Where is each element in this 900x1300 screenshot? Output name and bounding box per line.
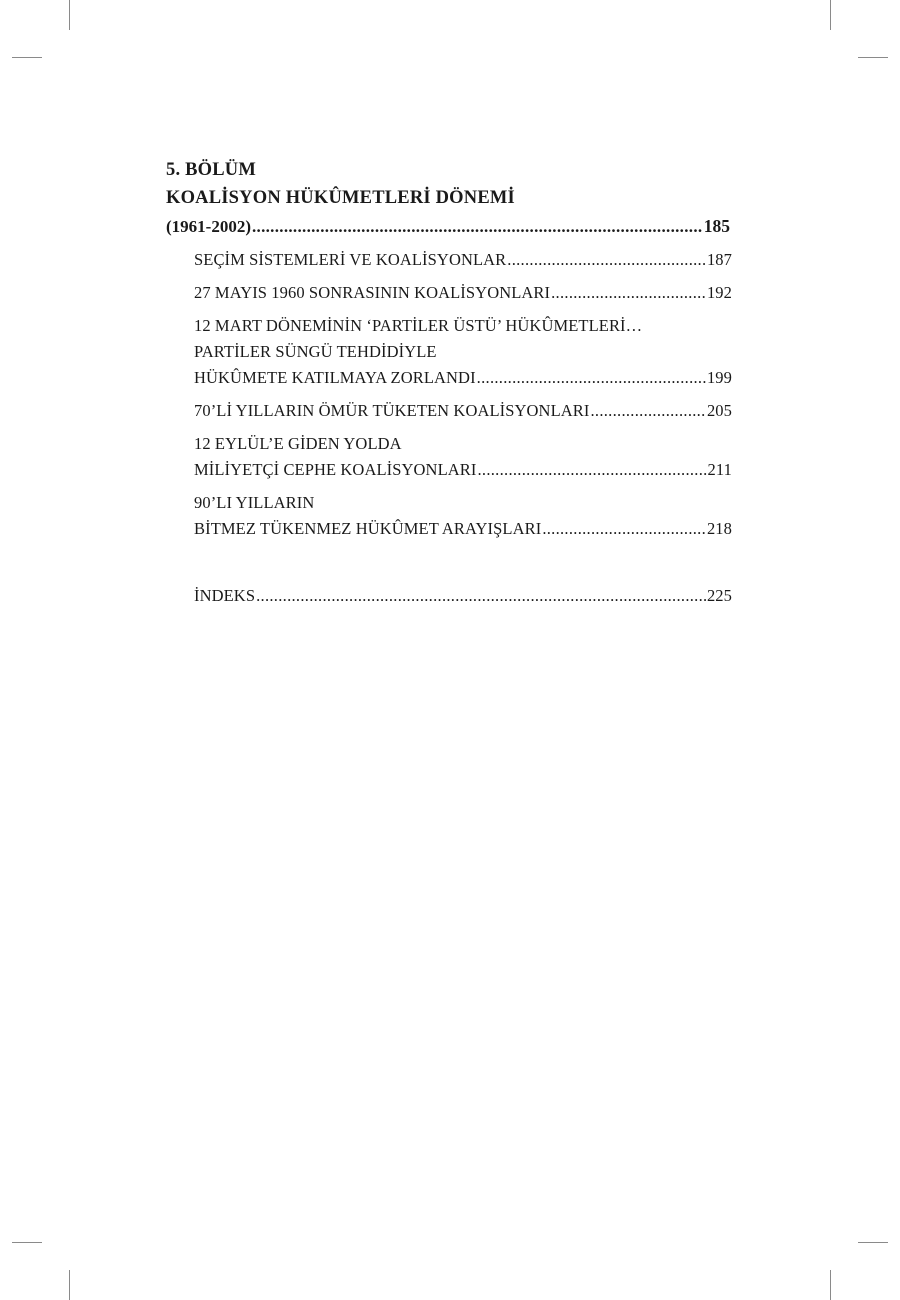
index-page: 225 [706, 586, 732, 605]
dot-leader [477, 457, 706, 483]
toc-entry-title: BİTMEZ TÜKENMEZ HÜKÛMET ARAYIŞLARI [194, 519, 542, 538]
toc-entry-title: 27 MAYIS 1960 SONRASININ KOALİSYONLARI [194, 283, 551, 302]
chapter-subtitle: (1961-2002) [166, 217, 251, 236]
toc-entry-page: 218 [706, 519, 732, 538]
toc-entry-page: 192 [706, 283, 732, 302]
toc-entry-line: 12 EYLÜL’E GİDEN YOLDA [194, 434, 402, 453]
toc-entry-title: HÜKÛMETE KATILMAYA ZORLANDI [194, 368, 476, 387]
crop-mark-bottom-left [69, 1270, 70, 1300]
dot-leader [590, 398, 705, 424]
toc-entry [194, 431, 732, 483]
crop-mark-top-right [830, 0, 831, 30]
toc-entry-line: 90’LI YILLARIN [194, 493, 315, 512]
chapter-title: KOALİSYON HÜKÛMETLERİ DÖNEMİ [166, 188, 515, 208]
toc-entry [194, 490, 732, 542]
crop-mark-bottom-right-h [858, 1242, 888, 1243]
crop-mark-bottom-left-h [12, 1242, 42, 1243]
toc-entry [194, 247, 732, 273]
toc-entry-title: SEÇİM SİSTEMLERİ VE KOALİSYONLAR [194, 250, 507, 269]
table-of-contents [166, 156, 732, 616]
toc-entry-title: 70’Lİ YILLARIN ÖMÜR TÜKETEN KOALİSYONLARI [194, 401, 590, 420]
toc-entry-line: 12 MART DÖNEMİNİN ‘PARTİLER ÜSTÜ’ HÜKÛMETLERİ… [194, 316, 643, 335]
chapter-page-number: 185 [703, 216, 730, 236]
dot-leader [542, 516, 706, 542]
dot-leader [252, 213, 703, 241]
toc-entry-title: MİLİYETÇİ CEPHE KOALİSYONLARI [194, 460, 477, 479]
dot-leader [551, 280, 706, 306]
toc-entry-page: 187 [706, 250, 732, 269]
crop-mark-bottom-right [830, 1270, 831, 1300]
chapter-number: 5. BÖLÜM [166, 160, 256, 180]
dot-leader [507, 247, 706, 273]
toc-entry-line: PARTİLER SÜNGÜ TEHDİDİYLE [194, 342, 437, 361]
dot-leader [477, 365, 706, 391]
crop-mark-top-left-h [12, 57, 42, 58]
toc-entry-page: 205 [706, 401, 732, 420]
toc-entries [166, 247, 732, 609]
toc-index-entry [194, 583, 732, 609]
chapter-toc-row [166, 212, 732, 241]
crop-mark-top-left [69, 0, 70, 30]
toc-entry-page: 211 [707, 460, 732, 479]
dot-leader [256, 583, 706, 609]
toc-entry [194, 313, 732, 391]
crop-mark-top-right-h [858, 57, 888, 58]
toc-entry [194, 280, 732, 306]
index-label: İNDEKS [194, 586, 256, 605]
toc-entry-page: 199 [706, 368, 732, 387]
toc-entry [194, 398, 732, 424]
